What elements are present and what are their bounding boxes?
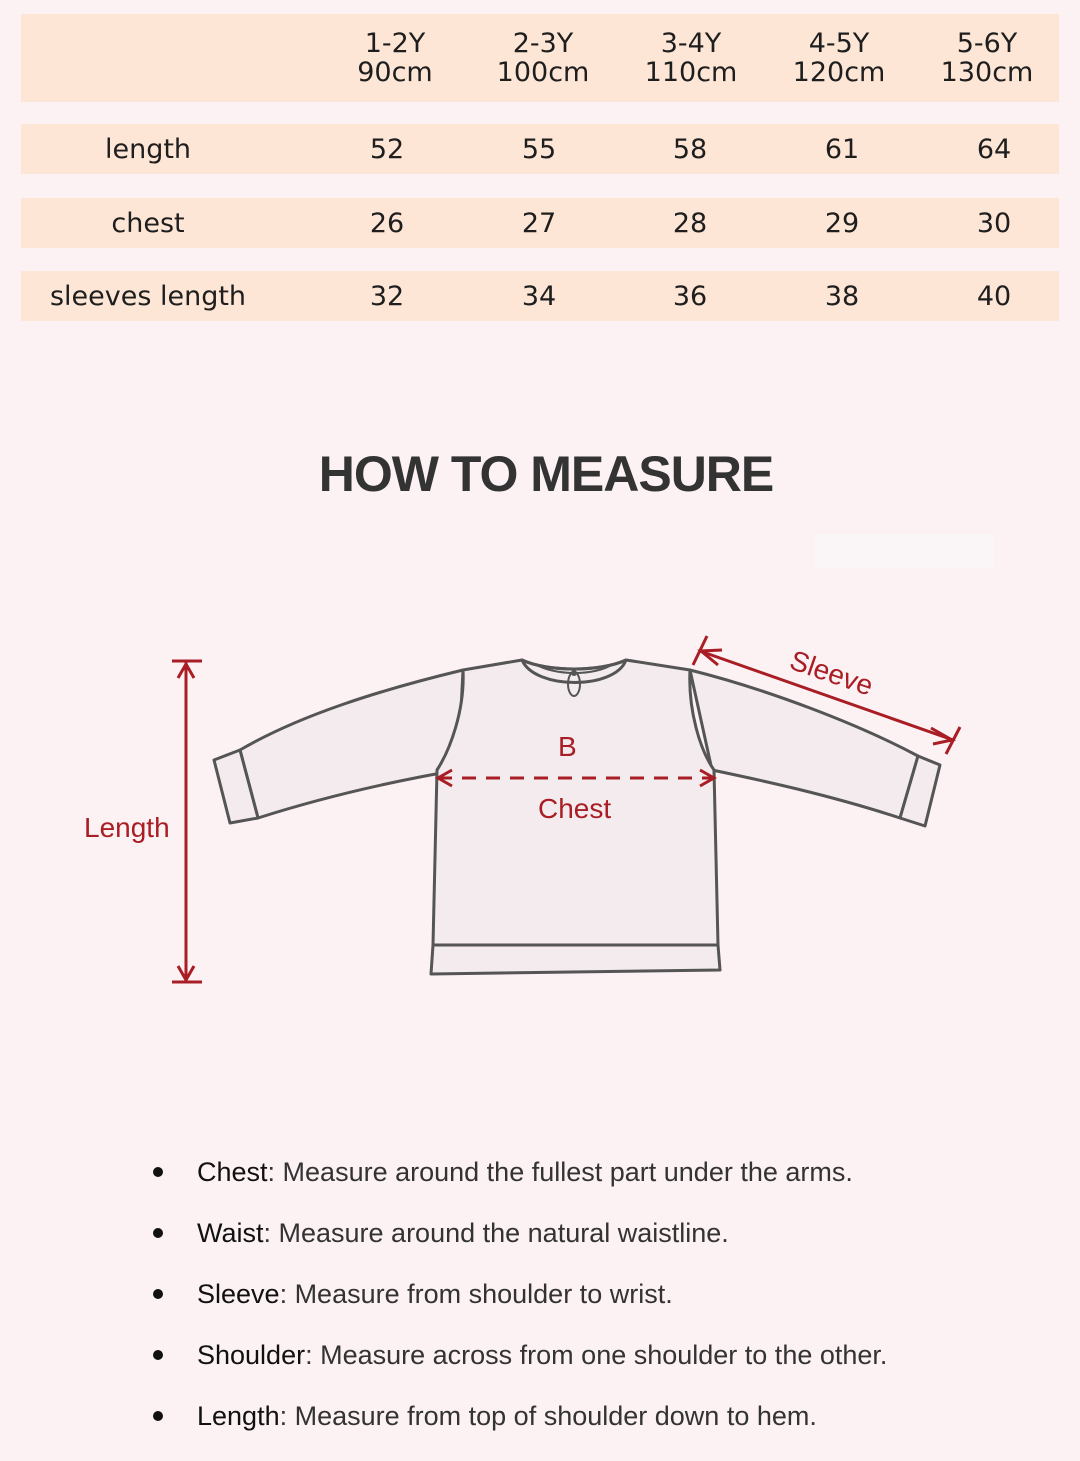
size-height: 120cm: [792, 57, 886, 88]
size-column-4: [779, 14, 899, 102]
table-cell: 28: [672, 207, 708, 239]
size-column-1: [335, 14, 455, 102]
bullet-icon: [153, 1350, 163, 1360]
size-age: 2-3Y: [512, 28, 574, 59]
measure-instructions-list: [150, 1150, 887, 1455]
table-cell: 27: [521, 207, 557, 239]
size-age: 5-6Y: [956, 28, 1018, 59]
row-label: length: [104, 133, 192, 165]
size-height: 110cm: [644, 57, 738, 88]
table-cell: 30: [976, 207, 1012, 239]
size-age: 1-2Y: [364, 28, 426, 59]
size-header-row: [21, 14, 1059, 102]
note-term: Chest: [197, 1157, 268, 1187]
table-cell: 55: [521, 133, 557, 165]
right-sleeve: [690, 670, 918, 818]
bullet-icon: [153, 1167, 163, 1177]
bullet-icon: [153, 1228, 163, 1238]
chest-letter: B: [558, 731, 577, 762]
list-item: [150, 1211, 887, 1272]
row-label: sleeves length: [49, 280, 247, 312]
size-column-5: [927, 14, 1047, 102]
sweater-measurement-diagram: [0, 600, 1080, 1020]
note-text: : Measure across from one shoulder to the other.: [305, 1340, 888, 1370]
table-row-chest: [21, 198, 1059, 248]
note-text: : Measure from top of shoulder down to hem.: [279, 1401, 817, 1431]
row-label: chest: [111, 207, 185, 239]
size-height: 100cm: [496, 57, 590, 88]
button-icon: [571, 670, 577, 676]
list-item: [150, 1150, 887, 1211]
table-cell: 32: [369, 280, 405, 312]
table-cell: 26: [369, 207, 405, 239]
table-cell: 52: [369, 133, 405, 165]
size-age: 4-5Y: [808, 28, 870, 59]
table-cell: 64: [976, 133, 1012, 165]
size-height: 130cm: [940, 57, 1034, 88]
table-cell: 61: [824, 133, 860, 165]
bullet-icon: [153, 1289, 163, 1299]
table-row-sleeves-length: [21, 271, 1059, 321]
size-column-3: [631, 14, 751, 102]
list-item: [150, 1333, 887, 1394]
list-item: [150, 1272, 887, 1333]
list-item: [150, 1394, 887, 1455]
note-term: Sleeve: [197, 1279, 280, 1309]
size-column-2: [483, 14, 603, 102]
size-height: 90cm: [357, 57, 433, 88]
note-text: : Measure around the fullest part under the arms.: [267, 1157, 853, 1187]
how-to-measure-title: HOW TO MEASURE: [318, 446, 774, 502]
table-cell: 36: [672, 280, 708, 312]
table-cell: 58: [672, 133, 708, 165]
size-age: 3-4Y: [660, 28, 722, 59]
note-term: Length: [197, 1401, 280, 1431]
length-label: Length: [84, 812, 170, 843]
table-cell: 29: [824, 207, 860, 239]
note-term: Waist: [197, 1218, 264, 1248]
faint-watermark-strip: [815, 534, 995, 568]
hem-band: [431, 945, 720, 974]
note-term: Shoulder: [197, 1340, 306, 1370]
sleeve-label: Sleeve: [786, 644, 878, 702]
left-sleeve: [240, 670, 463, 818]
bullet-icon: [153, 1411, 163, 1421]
table-cell: 34: [521, 280, 557, 312]
table-cell: 40: [976, 280, 1012, 312]
chest-label: Chest: [538, 793, 612, 824]
table-row-length: [21, 124, 1059, 174]
note-text: : Measure from shoulder to wrist.: [279, 1279, 673, 1309]
table-cell: 38: [824, 280, 860, 312]
note-text: : Measure around the natural waistline.: [263, 1218, 729, 1248]
